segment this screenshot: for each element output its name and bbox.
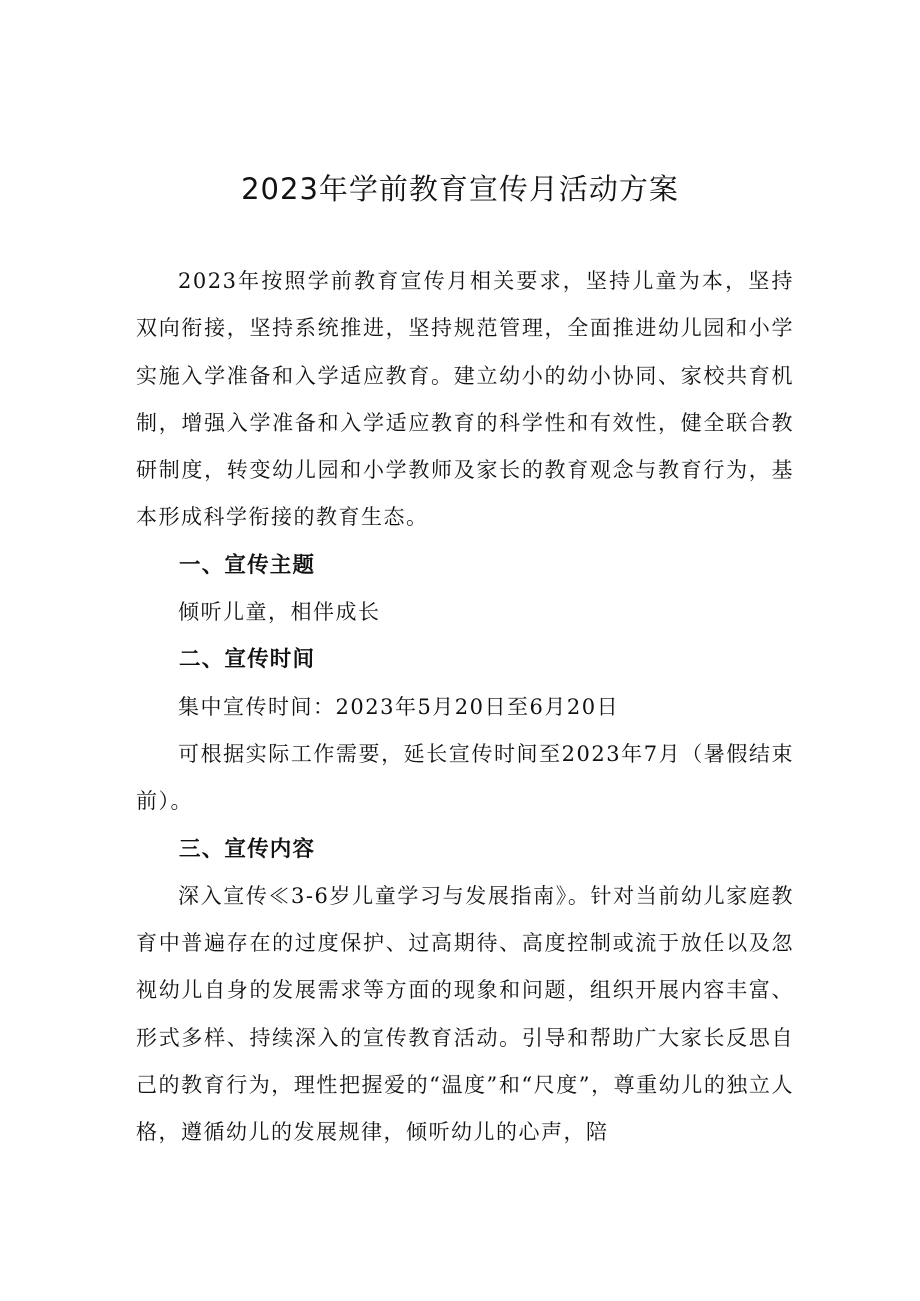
section-heading: 一、宣传主题: [179, 552, 316, 578]
section-paragraph: 集中宣传时间：2023年5月20日至6月20日: [178, 694, 620, 719]
section-heading: 三、宣传内容: [179, 836, 316, 862]
section-theme: [136, 542, 794, 637]
section-heading: 二、宣传时间: [179, 647, 316, 673]
section-time: [136, 636, 794, 825]
section-paragraph: 倾听儿童，相伴成长: [178, 600, 381, 625]
section-paragraph: 深入宣传≪3-6岁儿童学习与发展指南》。针对当前幼儿家庭教育中普遍存在的过度保护、过高期待、高度控制或流于放任以及忽视幼儿自身的发展需求等方面的现象和问题，组织开展内容丰富、形式多样、持续深入的宣传教育活动。引导和帮助广大家长反思自己的教育行为，理性把握爱的“温度”和“尺度”，尊重幼儿的独立人格，遵循幼儿的发展规律，倾听幼儿的心声，陪: [136, 883, 794, 1145]
document-title: 2023年学前教育宣传月活动方案: [241, 172, 679, 206]
document-body: [136, 258, 794, 1157]
section-content: [136, 826, 794, 1157]
intro-paragraph: 2023年按照学前教育宣传月相关要求，坚持儿童为本，坚持双向衔接，坚持系统推进，坚持规范管理，全面推进幼儿园和小学实施入学准备和入学适应教育。建立幼小的幼小协同、家校共育机制，增强入学准备和入学适应教育的科学性和有效性，健全联合教研制度，转变幼儿园和小学教师及家长的教育观念与教育行为，基本形成科学衔接的教育生态。: [136, 269, 794, 530]
section-paragraph: 可根据实际工作需要，延长宣传时间至2023年7月（暑假结束前）。: [136, 741, 794, 814]
